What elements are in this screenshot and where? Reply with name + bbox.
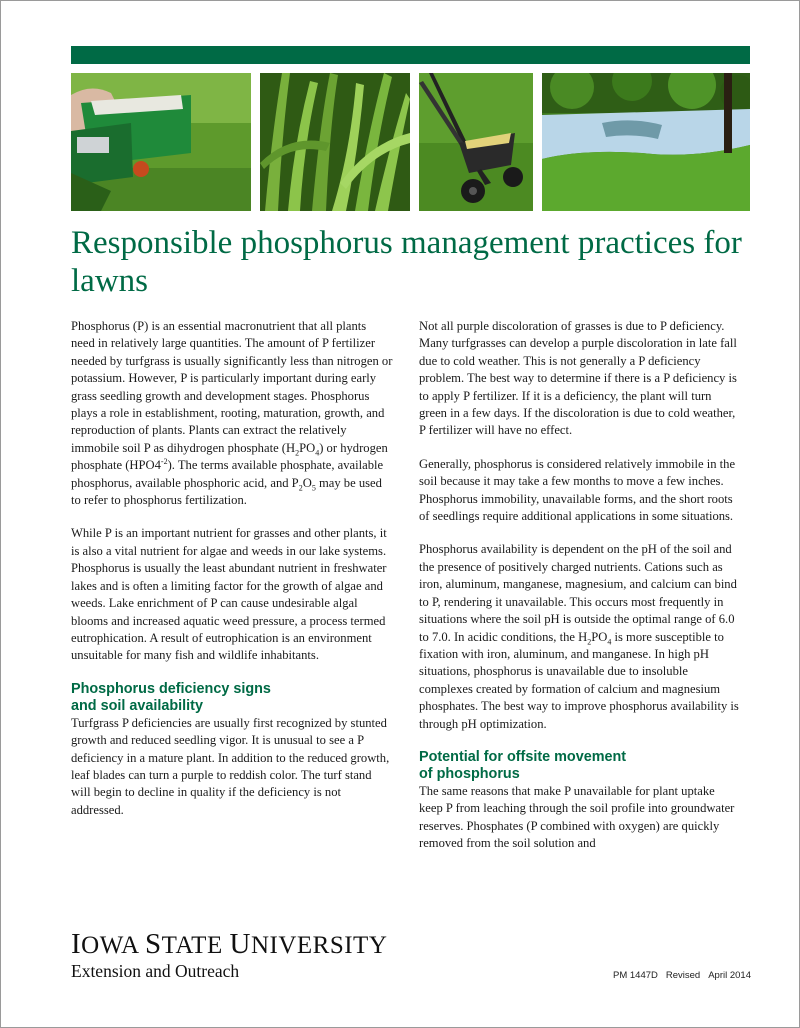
revision-date: April 2014 bbox=[708, 970, 751, 981]
right-column bbox=[419, 318, 741, 869]
hand-held-spreader-photo bbox=[71, 73, 251, 211]
logo-wordmark: IOWA STATE UNIVERSITY bbox=[71, 928, 388, 960]
page-title: Responsible phosphorus management practices for lawns bbox=[71, 225, 742, 299]
eutrophication-paragraph: While P is an important nutrient for grasses and other plants, it is also a vital nutrient for algae and weeds in our lake systems. Phosphorus is usually the least abundant nutrient in freshwater lakes and is often a limiting factor for the growth of algae and weeds. Lake enrichment of P can cause undesirable algal blooms and increased aquatic weed pressure, a process termed eutrophication. A result of eutrophication is an environment unsuitable for many fish and wildlife inhabitants. bbox=[71, 526, 387, 663]
offsite-movement-heading: Potential for offsite movement of phosphorus bbox=[419, 748, 627, 782]
discoloration-paragraph: Not all purple discoloration of grasses is due to P deficiency. Many turfgrasses can develop a purple discoloration in late fall due to cold weather. This is not generally a P deficiency problem. The best way to determine if there is a P deficiency is to apply P fertilizer. If it is a deficiency, the plant will turn green in a few days. If the discoloration is due to cold weather, P fertilizer will have no effect. bbox=[419, 319, 737, 438]
university-logo bbox=[71, 930, 391, 982]
intro-paragraph: Phosphorus (P) is an essential macronutrient that all plants need in relatively large quantities. The amount of P fertilizer needed by turfgrass is usually significantly less than nitrogen or potassium. However, P is particularly important during early grass seedling growth and development stages. Phosphorus plays a role in establishment, rooting, maturation, growth, and reproduction of plants. Plants can extract the relatively immobile soil P as dihydrogen phosphate $(H_2PO_4)$ or hydrogen phosphate $(HPO4^{-2})$. The terms available phosphate, available phosphorus, available phosphoric acid, and $P_2O_5$ may be used to refer to phosphorus fertilization. bbox=[71, 319, 393, 508]
grass-blades-photo bbox=[260, 73, 410, 211]
deficiency-heading: Phosphorus deficiency signs and soil availability bbox=[71, 680, 271, 714]
pond-lawn-photo bbox=[542, 73, 750, 211]
logo-subtitle: Extension and Outreach bbox=[71, 961, 240, 981]
publication-code bbox=[613, 970, 751, 981]
push-spreader-photo bbox=[419, 73, 533, 211]
immobility-paragraph: Generally, phosphorus is considered relatively immobile in the soil because it may take a few months to move a few inches. Phosphorus immobility, unavailable forms, and the short roots of seedlings require additional applications in some situations. bbox=[419, 456, 736, 524]
revised-label: Revised bbox=[665, 970, 701, 981]
availability-paragraph: Phosphorus availability is dependent on the pH of the soil and the presence of positively charged nutrients. Cations such as iron, aluminum, manganese, magnesium, and calcium can bind to P, rendering it unavailable. This occurs most frequently in situations where the soil pH is outside the optimal range of 6.0 to 7.0. In acidic conditions, the $H_2PO_4$ is more susceptible to fixation with iron, aluminum, and manganese. In high pH situations, phosphorus is unavailable due to insoluble complexes created by formation of calcium and magnesium phosphates. The best way to improve phosphorus availability is through pH optimization. bbox=[419, 542, 739, 731]
header-bar bbox=[71, 46, 750, 64]
deficiency-paragraph: Turfgrass P deficiencies are usually first recognized by stunted growth and reduced seedling vigor. It is unusual to see a P deficiency in a mature plant. In addition to the reduced growth, leaf blades can turn a purple to reddish color. The turf stand will begin to decline in quality if the deficiency is not addressed. bbox=[71, 715, 390, 817]
offsite-movement-paragraph: The same reasons that make P unavailable for plant uptake keep P from leaching through the soil profile into groundwater reserves. Phosphates (P combined with oxygen) are quickly removed from the soil solution and bbox=[419, 783, 735, 851]
code-number: PM 1447D bbox=[613, 970, 658, 981]
left-column bbox=[71, 318, 393, 835]
